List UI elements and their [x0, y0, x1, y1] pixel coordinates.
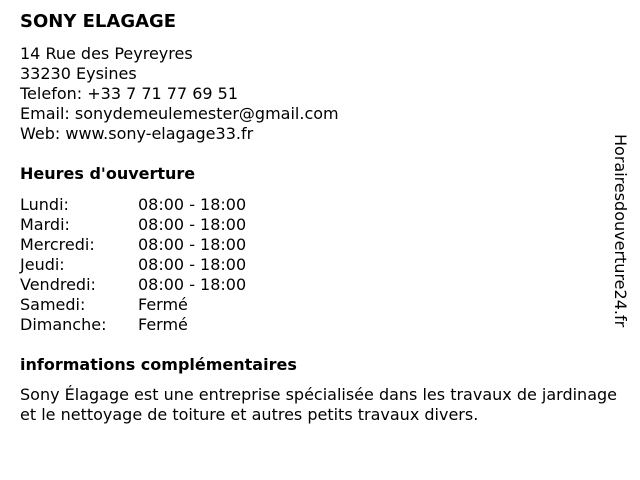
site-watermark: Horairesdouverture24.fr: [611, 134, 630, 328]
hours-row-tuesday: [20, 215, 320, 235]
day-hours: 08:00 - 18:00: [138, 235, 247, 254]
day-hours: 08:00 - 18:00: [138, 275, 247, 294]
day-hours: Fermé: [138, 295, 188, 314]
address-street: 14 Rue des Peyreyres: [20, 44, 193, 63]
web-line: Web: www.sony-elagage33.fr: [20, 124, 254, 143]
day-label: Mercredi:: [20, 235, 95, 254]
day-label: Mardi:: [20, 215, 70, 234]
phone-line: Telefon: +33 7 71 77 69 51: [20, 84, 239, 103]
hours-row-saturday: [20, 295, 320, 315]
opening-hours-heading: Heures d'ouverture: [20, 164, 196, 183]
day-hours: 08:00 - 18:00: [138, 195, 247, 214]
hours-row-monday: [20, 195, 320, 215]
hours-row-sunday: [20, 315, 320, 335]
email-line: Email: sonydemeulemester@gmail.com: [20, 104, 339, 123]
day-hours: Fermé: [138, 315, 188, 334]
day-label: Jeudi:: [20, 255, 65, 274]
day-label: Samedi:: [20, 295, 86, 314]
opening-hours-table: [20, 195, 320, 335]
contact-block: [20, 44, 339, 144]
day-label: Dimanche:: [20, 315, 107, 334]
day-hours: 08:00 - 18:00: [138, 255, 247, 274]
day-label: Lundi:: [20, 195, 69, 214]
day-hours: 08:00 - 18:00: [138, 215, 247, 234]
hours-row-wednesday: [20, 235, 320, 255]
address-city: 33230 Eysines: [20, 64, 137, 83]
hours-row-friday: [20, 275, 320, 295]
day-label: Vendredi:: [20, 275, 96, 294]
additional-info-text: Sony Élagage est une entreprise spécialisée dans les travaux de jardinage et le nettoyage de toiture et autres petits travaux divers.: [20, 385, 617, 424]
business-name: SONY ELAGAGE: [20, 11, 177, 32]
hours-row-thursday: [20, 255, 320, 275]
additional-info-heading: informations complémentaires: [20, 355, 297, 374]
